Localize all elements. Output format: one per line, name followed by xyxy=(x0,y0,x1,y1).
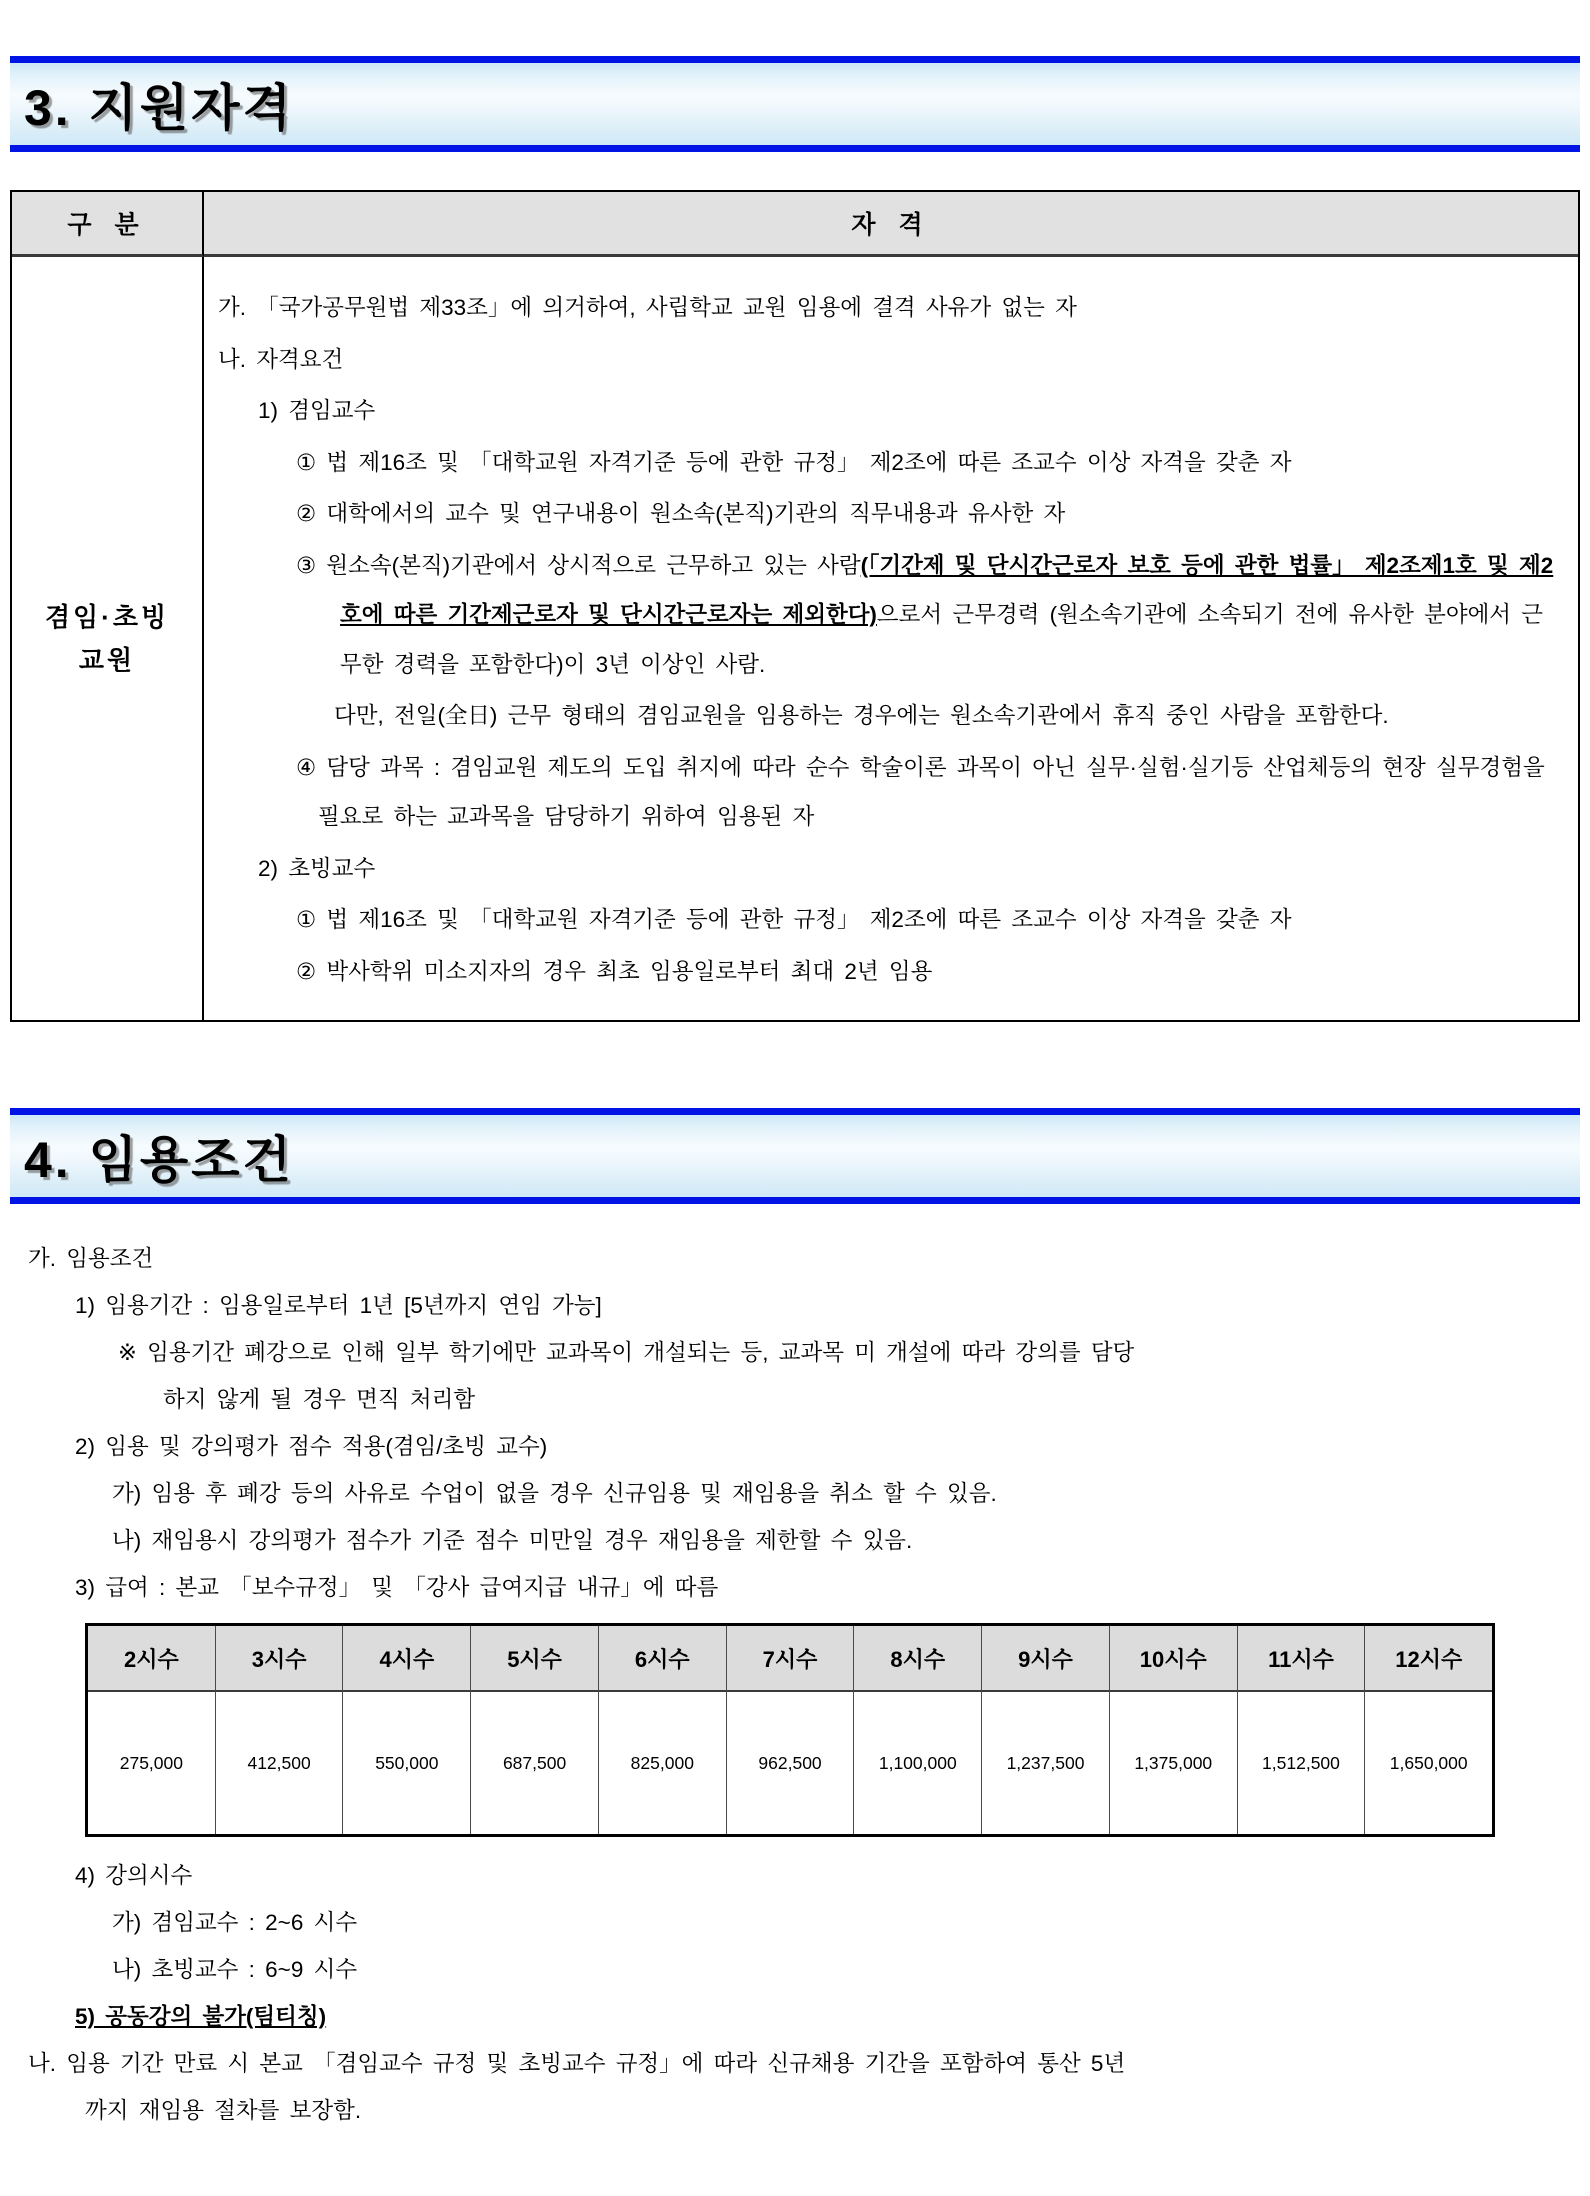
qualification-row-label-line2: 교원 xyxy=(78,644,136,675)
emp-line-na1: 나. 임용 기간 만료 시 본교 「겸임교수 규정 및 초빙교수 규정」에 따라 신규채용 기간을 포함하여 통산 5년 xyxy=(28,2051,1126,2076)
qual-line-item1: 1) 겸임교수 xyxy=(258,398,376,423)
salary-table-value-row xyxy=(88,1692,1492,1834)
qual-line-d2: ② 박사학위 미소지자의 경우 최초 임용일로부터 최대 2년 임용 xyxy=(296,958,933,984)
emp-line-hours-b: 나) 초빙교수 : 6~9 시수 xyxy=(112,1957,358,1982)
salary-col-header-4: 4시수 xyxy=(343,1626,471,1692)
salary-value-8: 1,100,000 xyxy=(854,1692,982,1834)
emp-line-evaluation: 2) 임용 및 강의평가 점수 적용(겸임/초빙 교수) xyxy=(75,1434,548,1459)
qualification-row-label xyxy=(12,257,204,1020)
qualification-table-header-category: 구 분 xyxy=(12,192,204,257)
salary-col-header-11: 11시수 xyxy=(1238,1626,1366,1692)
section-3-heading: 3. 지원자격 xyxy=(24,80,294,136)
qual-line-c1: ① 법 제16조 및 「대학교원 자격기준 등에 관한 규정」 제2조에 따른 조교수 이상 자격을 갖춘 자 xyxy=(296,449,1292,475)
salary-value-9: 1,237,500 xyxy=(982,1692,1110,1834)
section-4-banner xyxy=(10,1108,1580,1204)
salary-col-header-12: 12시수 xyxy=(1365,1626,1492,1692)
emp-line-no-team-teaching: 5) 공동강의 불가(팀티칭) xyxy=(75,2004,327,2029)
emp-line-ga-title: 가. 임용조건 xyxy=(28,1246,154,1271)
salary-value-6: 825,000 xyxy=(599,1692,727,1834)
salary-col-header-3: 3시수 xyxy=(216,1626,344,1692)
salary-col-header-6: 6시수 xyxy=(599,1626,727,1692)
qual-line-c2: ② 대학에서의 교수 및 연구내용이 원소속(본직)기관의 직무내용과 유사한 자 xyxy=(296,501,1066,526)
employment-conditions-content xyxy=(0,1244,1590,2126)
emp-line-evaluation-a: 가) 임용 후 폐강 등의 사유로 수업이 없을 경우 신규임용 및 재임용을 취소 할 수 있음. xyxy=(112,1481,997,1506)
salary-value-3: 412,500 xyxy=(216,1692,344,1834)
salary-value-7: 962,500 xyxy=(727,1692,855,1834)
salary-value-11: 1,512,500 xyxy=(1238,1692,1366,1834)
qualification-detail-cell xyxy=(204,257,1578,1020)
salary-col-header-5: 5시수 xyxy=(471,1626,599,1692)
salary-value-12: 1,650,000 xyxy=(1365,1692,1492,1834)
qual-line-c3-suffix: 으로서 근무경력 (원소속기관에 소속되기 전에 유사한 분야에서 근무한 경력을 포함한다)이 3년 이상인 사람. xyxy=(340,602,1544,677)
emp-line-term-note1: ※ 임용기간 폐강으로 인해 일부 학기에만 교과목이 개설되는 등, 교과목 미 개설에 따라 강의를 담당 xyxy=(118,1340,1135,1365)
salary-col-header-7: 7시수 xyxy=(727,1626,855,1692)
emp-line-salary: 3) 급여 : 본교 「보수규정」 및 「강사 급여지급 내규」에 따름 xyxy=(75,1575,719,1600)
salary-col-header-2: 2시수 xyxy=(88,1626,216,1692)
emp-line-hours: 4) 강의시수 xyxy=(75,1863,193,1888)
emp-line-term-note2: 하지 않게 될 경우 면직 처리함 xyxy=(163,1387,476,1412)
qual-line-c3 xyxy=(218,541,1560,690)
qualification-table-header-qualification: 자 격 xyxy=(204,192,1578,257)
emp-line-term: 1) 임용기간 : 임용일로부터 1년 [5년까지 연임 가능] xyxy=(75,1293,602,1318)
qualification-table-header-row xyxy=(12,192,1578,257)
qual-line-c3-note: 다만, 전일(全日) 근무 형태의 겸임교원을 임용하는 경우에는 원소속기관에서 휴직 중인 사람을 포함한다. xyxy=(334,703,1389,728)
emp-line-evaluation-b: 나) 재임용시 강의평가 점수가 기준 점수 미만일 경우 재임용을 제한할 수 있음. xyxy=(112,1528,913,1553)
salary-col-header-10: 10시수 xyxy=(1110,1626,1238,1692)
salary-value-5: 687,500 xyxy=(471,1692,599,1834)
section-3-banner xyxy=(10,56,1580,152)
salary-col-header-9: 9시수 xyxy=(982,1626,1110,1692)
qualification-row-label-line1: 겸임·초빙 xyxy=(44,601,170,632)
qual-line-d1: ① 법 제16조 및 「대학교원 자격기준 등에 관한 규정」 제2조에 따른 조교수 이상 자격을 갖춘 자 xyxy=(296,907,1292,932)
salary-col-header-8: 8시수 xyxy=(854,1626,982,1692)
salary-value-10: 1,375,000 xyxy=(1110,1692,1238,1834)
emp-line-na2: 까지 재임용 절차를 보장함. xyxy=(85,2098,362,2123)
qual-line-c3-emphasis: (「기간제 및 단시간근로자 보호 등에 관한 법률」 제2조제1호 및 제2호에 따른 기간제근로자 및 단시간근로자는 제외한다) xyxy=(340,552,1554,627)
qual-line-ga: 가. 「국가공무원법 제33조」에 의거하여, 사립학교 교원 임용에 결격 사유가 없는 자 xyxy=(218,295,1077,320)
qual-line-c3-prefix: ③ 원소속(본직)기관에서 상시적으로 근무하고 있는 사람 xyxy=(296,552,861,578)
qual-line-c4: ④ 담당 과목 : 겸임교원 제도의 도입 취지에 따라 순수 학술이론 과목이 아닌 실무·실험·실기등 산업체등의 현장 실무경험을 필요로 하는 교과목을 담당하기 위하여 임용된 자 xyxy=(296,754,1545,829)
salary-value-4: 550,000 xyxy=(343,1692,471,1834)
salary-value-2: 275,000 xyxy=(88,1692,216,1834)
salary-table xyxy=(85,1623,1495,1837)
emp-line-hours-a: 가) 겸임교수 : 2~6 시수 xyxy=(112,1910,358,1935)
salary-table-header-row xyxy=(88,1626,1492,1692)
qual-line-item2: 2) 초빙교수 xyxy=(258,855,376,881)
qualification-table xyxy=(10,190,1580,1022)
qual-line-na: 나. 자격요건 xyxy=(218,346,344,372)
qualification-table-body-row xyxy=(12,257,1578,1020)
section-4-heading: 4. 임용조건 xyxy=(24,1132,294,1188)
